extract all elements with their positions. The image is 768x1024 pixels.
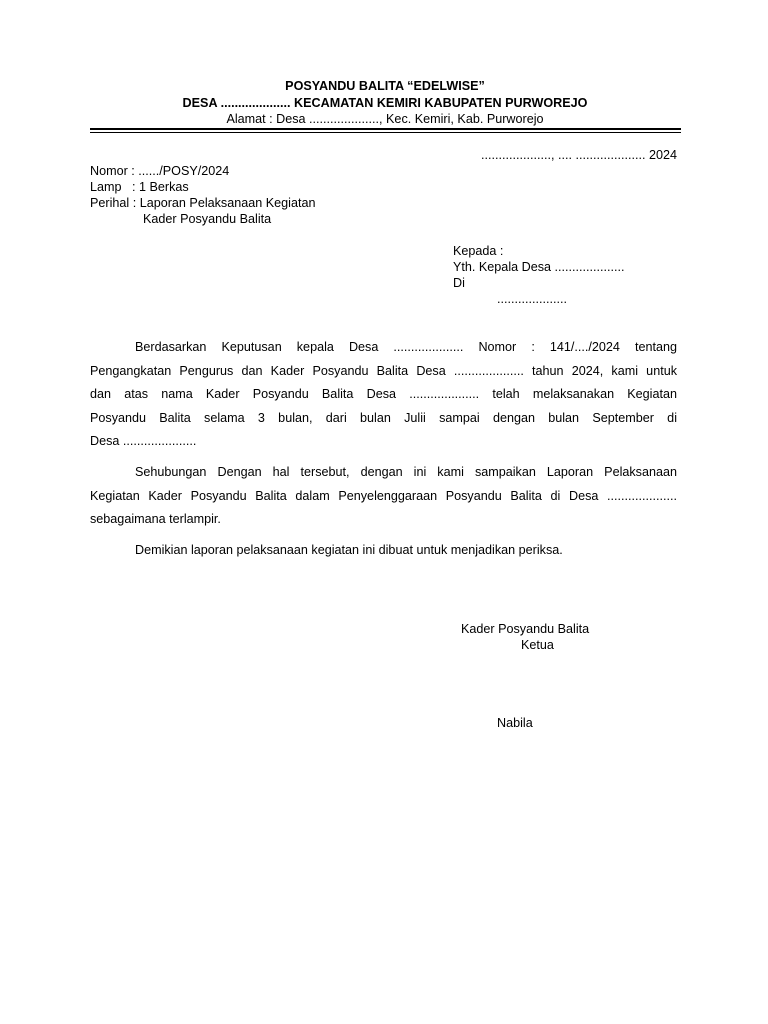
paragraph-line: Berdasarkan Keputusan kepala Desa .................... Nomor : 141/..../2024 tentang [135,340,677,354]
letter-number: Nomor : ....../POSY/2024 [90,164,230,178]
letterhead-org: POSYANDU BALITA “EDELWISE” [285,79,485,93]
paragraph-line: Desa ..................... [90,434,197,448]
recipient-at: Di [453,276,465,290]
body-paragraph-1 [90,336,677,454]
letterhead-address: Alamat : Desa ...................., Kec. Kemiri, Kab. Purworejo [226,112,544,126]
letterhead-divider-thin [90,132,681,133]
paragraph-line: sebagaimana terlampir. [90,512,221,526]
recipient-place: .................... [497,292,567,306]
paragraph-line: Sehubungan Dengan hal tersebut, dengan ini kami sampaikan Laporan Pelaksanaan [135,465,677,479]
signature-name: Nabila [497,716,533,730]
paragraph-line: Posyandu Balita selama 3 bulan, dari bulan Julii sampai dengan bulan September di [90,410,677,425]
letter-date: ...................., .... .................... 2024 [481,148,677,162]
letter-subject: Perihal : Laporan Pelaksanaan Kegiatan [90,196,316,210]
letterhead-divider-thick [90,128,681,130]
recipient-label: Kepada : [453,244,504,258]
letter-subject-cont: Kader Posyandu Balita [143,212,272,226]
letterhead-region: DESA .................... KECAMATAN KEMIRI KABUPATEN PURWOREJO [182,96,588,110]
paragraph-line: Kegiatan Kader Posyandu Balita dalam Penyelenggaraan Posyandu Balita di Desa .................... [90,488,677,503]
signature-title: Kader Posyandu Balita [461,622,590,636]
recipient-name: Yth. Kepala Desa .................... [453,260,625,274]
paragraph-line: dan atas nama Kader Posyandu Balita Desa .................... telah melaksanakan Kegiatan [90,387,677,401]
body-paragraph-3: Demikian laporan pelaksanaan kegiatan ini dibuat untuk menjadikan periksa. [135,543,563,557]
signature-role: Ketua [521,638,554,652]
letter-attachment: Lamp : 1 Berkas [90,180,189,194]
paragraph-line: Pengangkatan Pengurus dan Kader Posyandu Balita Desa .................... tahun 2024, kami untuk [90,363,677,378]
body-paragraph-2 [90,461,677,532]
